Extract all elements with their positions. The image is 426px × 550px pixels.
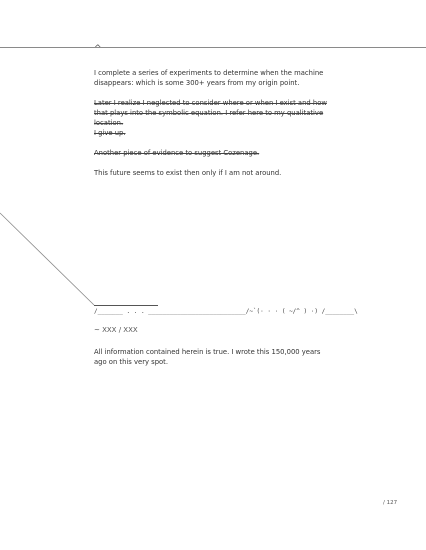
paragraph-location-struck: Later I realize I neglected to consider where or when I exist and how that plays into the symbolic equation. I refer here to my qualitative location. xyxy=(94,99,327,128)
scribble-line: /_______ . . . ___________________________/~`(· · · ( ~/^ ) ·) /________\ xyxy=(94,308,358,315)
paragraph-give-up-struck: I give up. xyxy=(94,129,126,137)
paragraph-experiments: I complete a series of experiments to determine when the machine disappears: which is some 300+ years from my origin point. xyxy=(94,69,324,88)
paragraph-closing: All information contained herein is true. I wrote this 150,000 years ago on this very spot. xyxy=(94,348,321,367)
caret-mark: ^ xyxy=(94,44,102,54)
horizontal-stroke xyxy=(94,305,158,306)
paragraph-cozenage-struck: Another piece of evidence to suggest Cozenage. xyxy=(94,149,260,157)
paragraph-future: This future seems to exist then only if I am not around. xyxy=(94,169,282,177)
glyph-marks: ~ XXX / XXX xyxy=(94,326,138,334)
page-number: / 127 xyxy=(383,500,398,506)
